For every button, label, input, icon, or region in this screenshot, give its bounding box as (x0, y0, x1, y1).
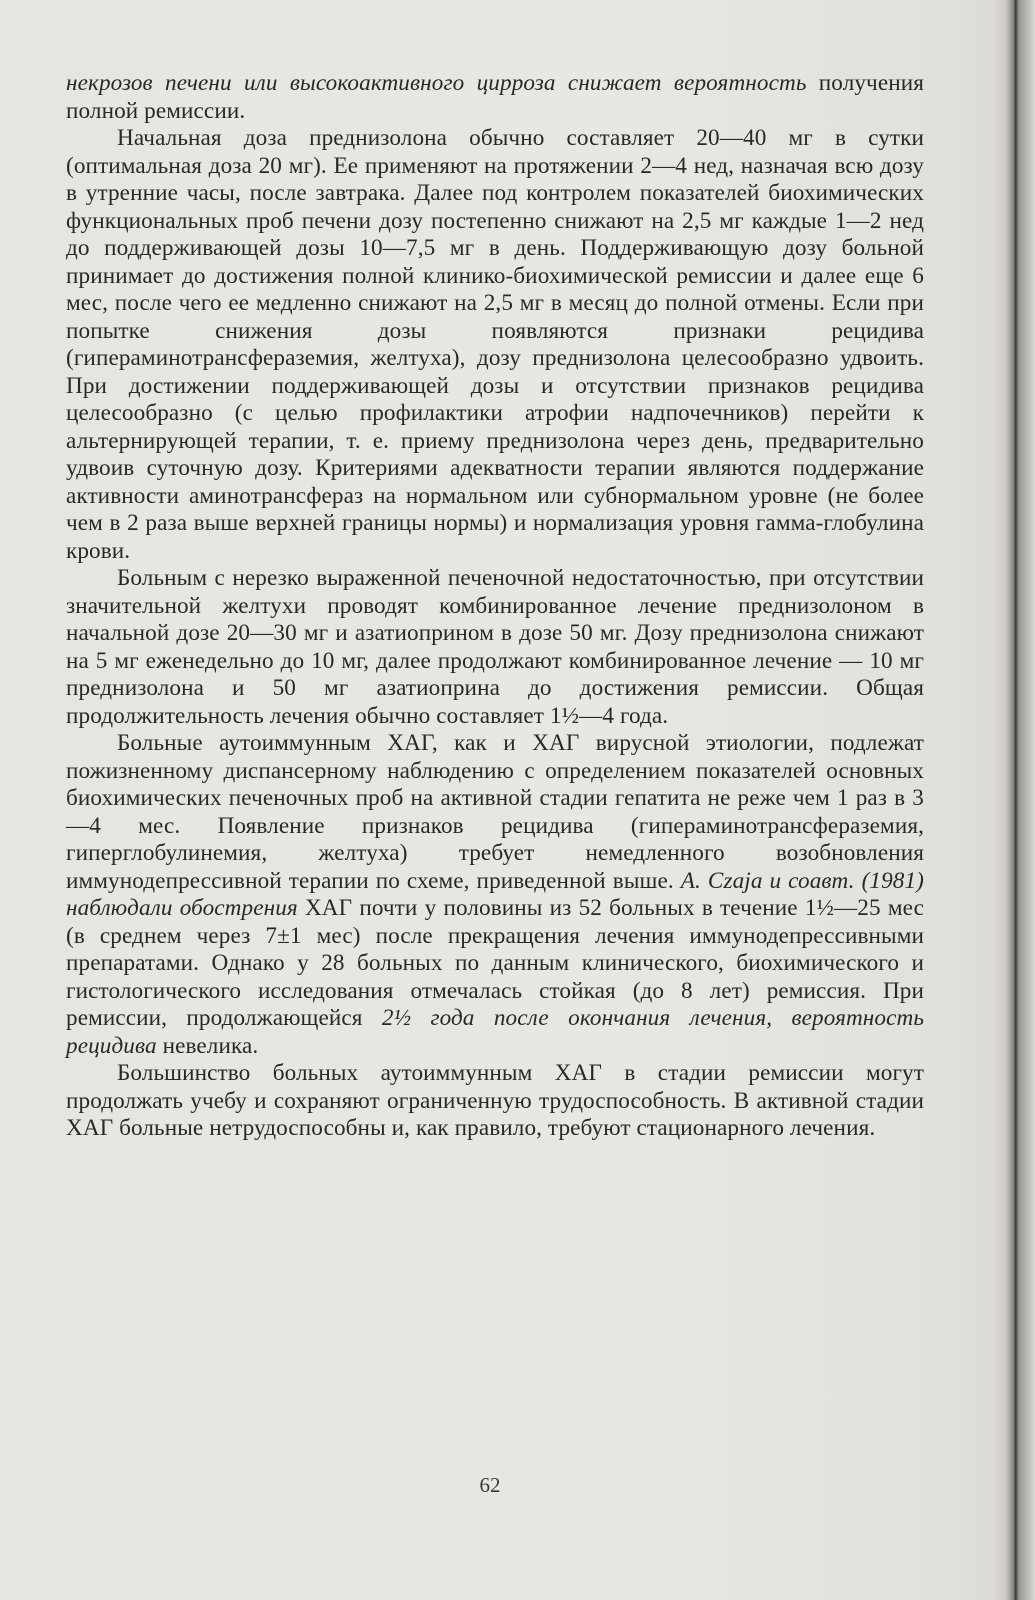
text-segment: ХАГ почти у половины из 52 больных в течение 1½—25 мес (в среднем через 7±1 мес) после прекращения лечения иммунодепрессивными препаратами. Однако у 28 больных по данным клинического, биохимического и гистологического исследования отмечалась стойкая (до 8 лет) ремиссия. При ремиссии, продолжающейся (66, 895, 924, 1031)
text-segment: Больные аутоиммунным ХАГ, как и ХАГ вирусной этиологии, подлежат пожизненному диспансерному наблюдению с определением показателей основных биохимических печеночных проб на активной стадии гепатита не реже чем 1 раз в 3—4 мес. Появление признаков рецидива (гипераминотрансфераземия, гиперглобулинемия, желтуха) требует немедленного возобновления иммунодепрессивной терапии по схеме, приведенной выше. (66, 730, 924, 894)
italic-text: 2½ года после окончания лечения, вероятность рецидива (66, 1005, 924, 1059)
paragraph (66, 70, 924, 125)
text-segment: Начальная доза преднизолона обычно составляет 20—40 мг в сутки (оптимальная доза 20 мг). Ее применяют на протяжении 2—4 нед, назначая всю дозу в утренние часы, после завтрака. Далее под контролем показателей биохимических функциональных проб печени дозу постепенно снижают на 2,5 мг каждые 1—2 нед до поддерживающей дозы 10—7,5 мг в день. Поддерживающую дозу больной принимает до достижения полной клинико-биохимической ремиссии и далее еще 6 мес, после чего ее медленно снижают на 2,5 мг в месяц до полной отмены. Если при попытке снижения дозы появляются признаки рецидива (гипераминотрансфераземия, желтуха), дозу преднизолона целесообразно удвоить. При достижении поддерживающей дозы и отсутствии признаков рецидива целесообразно (с целью профилактики атрофии надпочечников) перейти к альтернирующей терапии, т. е. приему преднизолона через день, предварительно удвоив суточную дозу. Критериями адекватности терапии являются поддержание активности аминотрансфераз на нормальном или субнормальном уровне (не более чем в 2 раза выше верхней границы нормы) и нормализация уровня гамма-глобулина крови. (66, 125, 924, 564)
paragraph (66, 565, 924, 730)
text-segment: Больным с нерезко выраженной печеночной недостаточностью, при отсутствии значительной желтухи проводят комбинированное лечение преднизолоном в начальной дозе 20—30 мг и азатиоприном в дозе 50 мг. Дозу преднизолона снижают на 5 мг еженедельно до 10 мг, далее продолжают комбинированное лечение — 10 мг преднизолона и 50 мг азатиоприна до достижения ремиссии. Общая продолжительность лечения обычно составляет 1½—4 года. (66, 565, 924, 729)
book-spine-shadow (993, 0, 1035, 1600)
paragraph (66, 125, 924, 565)
text-segment: невелика. (156, 1032, 259, 1059)
text-segment: получения полной ремиссии. (66, 70, 924, 124)
italic-text: A. Czaja и соавт. (1981) наблюдали обострения (66, 867, 924, 921)
paragraph (66, 1060, 924, 1143)
italic-text: некрозов печени или высокоактивного цирроза снижает вероятность (66, 70, 807, 96)
page-number: 62 (479, 1473, 501, 1497)
body-text (66, 70, 924, 1143)
paragraph (66, 730, 924, 1060)
text-segment: Большинство больных аутоиммунным ХАГ в стадии ремиссии могут продолжать учебу и сохраняют ограниченную трудоспособность. В активной стадии ХАГ больные нетрудоспособны и, как правило, требуют стационарного лечения. (66, 1060, 924, 1141)
